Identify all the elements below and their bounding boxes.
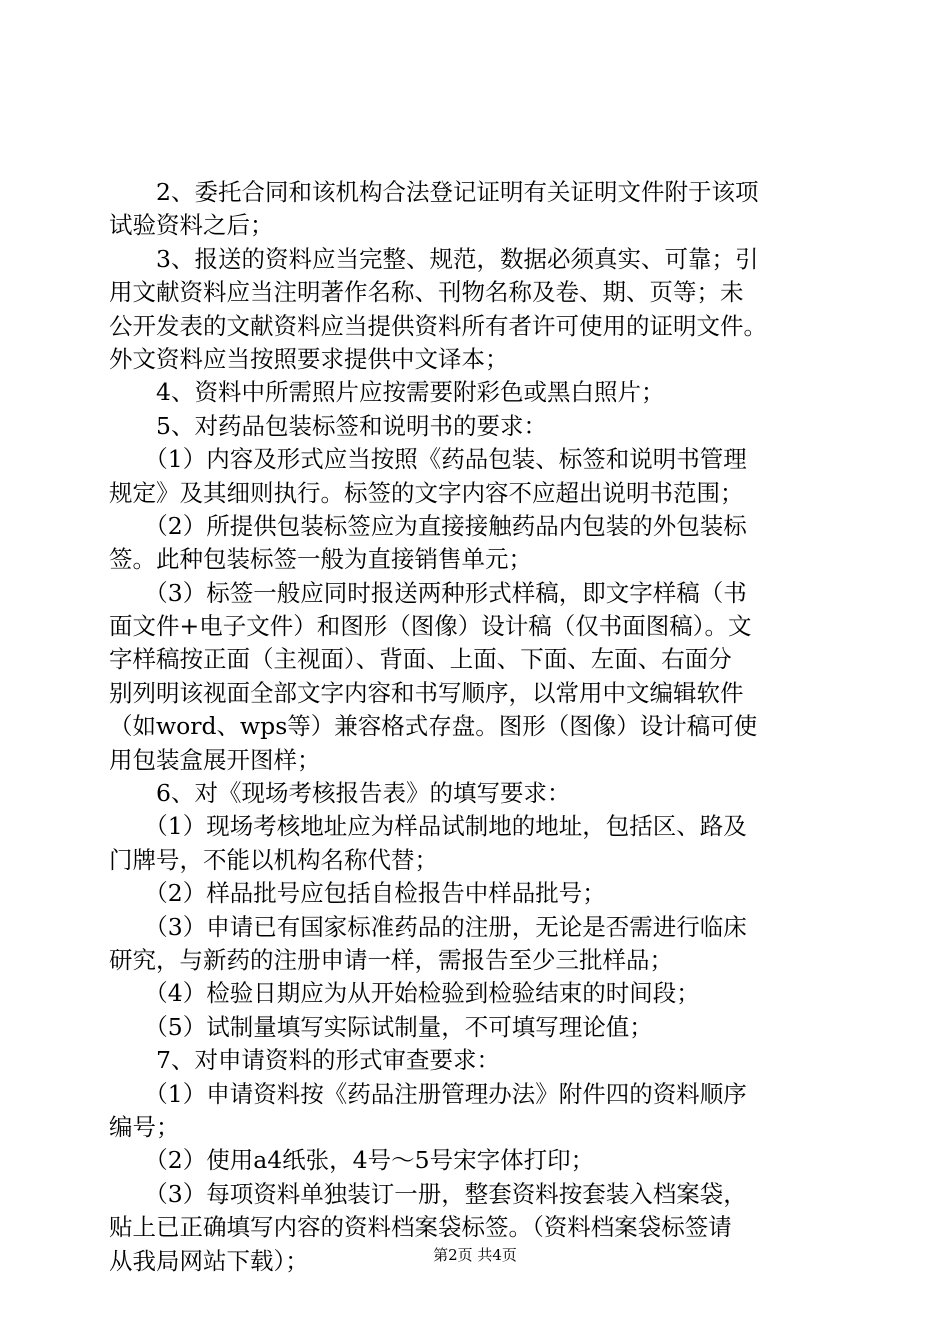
text-line: （1）申请资料按《药品注册管理办法》附件四的资料顺序 (109, 1079, 747, 1108)
text-line: （2）样品批号应包括自检报告中样品批号； (109, 879, 606, 908)
text-line: 公开发表的文献资料应当提供资料所有者许可使用的证明文件。 (109, 311, 767, 340)
text-line: （1）内容及形式应当按照《药品包装、标签和说明书管理 (109, 445, 747, 474)
text-line: （5）试制量填写实际试制量，不可填写理论值； (109, 1012, 653, 1041)
text-line: 面文件+电子文件）和图形（图像）设计稿（仅书面图稿）。文 (109, 612, 752, 641)
text-line: 7、对申请资料的形式审查要求： (109, 1046, 500, 1075)
text-line: （3）每项资料单独装订一册，整套资料按套装入档案袋， (109, 1179, 747, 1208)
text-line: （3）申请已有国家标准药品的注册，无论是否需进行临床 (109, 912, 747, 941)
text-line: （3）标签一般应同时报送两种形式样稿，即文字样稿（书 (109, 578, 747, 607)
text-line: 用包装盒展开图样； (109, 745, 321, 774)
text-line: 门牌号，不能以机构名称代替； (109, 845, 438, 874)
text-line: （1）现场考核地址应为样品试制地的地址，包括区、路及 (109, 812, 747, 841)
text-line: （如word、wps等）兼容格式存盘。图形（图像）设计稿可使 (109, 712, 758, 741)
text-line: 签。此种包装标签一般为直接销售单元； (109, 545, 532, 574)
text-line: 外文资料应当按照要求提供中文译本； (109, 344, 509, 373)
text-line: （2）使用a4纸张，4号～5号宋字体打印； (109, 1146, 595, 1175)
text-line: 编号； (109, 1112, 180, 1141)
text-line: （4）检验日期应为从开始检验到检验结束的时间段； (109, 979, 700, 1008)
page-footer (0, 1245, 950, 1265)
text-line: 5、对药品包装标签和说明书的要求： (109, 411, 547, 440)
text-line: （2）所提供包装标签应为直接接触药品内包装的外包装标 (109, 511, 747, 540)
text-line: 从我局网站下载）； (109, 1246, 309, 1275)
text-line: 贴上已正确填写内容的资料档案袋标签。（资料档案袋标签请 (109, 1213, 732, 1242)
text-line: 字样稿按正面（主视面）、背面、上面、下面、左面、右面分 (109, 645, 732, 674)
text-line: 用文献资料应当注明著作名称、刊物名称及卷、期、页等；未 (109, 278, 744, 307)
document-body (109, 176, 869, 1278)
text-line: 规定》及其细则执行。标签的文字内容不应超出说明书范围； (109, 478, 744, 507)
text-line: 2、委托合同和该机构合法登记证明有关证明文件附于该项 (109, 178, 759, 206)
text-line: 3、报送的资料应当完整、规范，数据必须真实、可靠；引 (109, 244, 759, 273)
text-line: 试验资料之后； (109, 211, 274, 240)
page-number-label: 第2页 共4页 (433, 1246, 517, 1264)
text-line: 别列明该视面全部文字内容和书写顺序，以常用中文编辑软件 (109, 678, 744, 707)
text-line: 4、资料中所需照片应按需要附彩色或黑白照片； (109, 378, 665, 407)
text-line: 6、对《现场考核报告表》的填写要求： (109, 779, 571, 808)
text-line: 研究，与新药的注册申请一样，需报告至少三批样品； (109, 945, 673, 974)
